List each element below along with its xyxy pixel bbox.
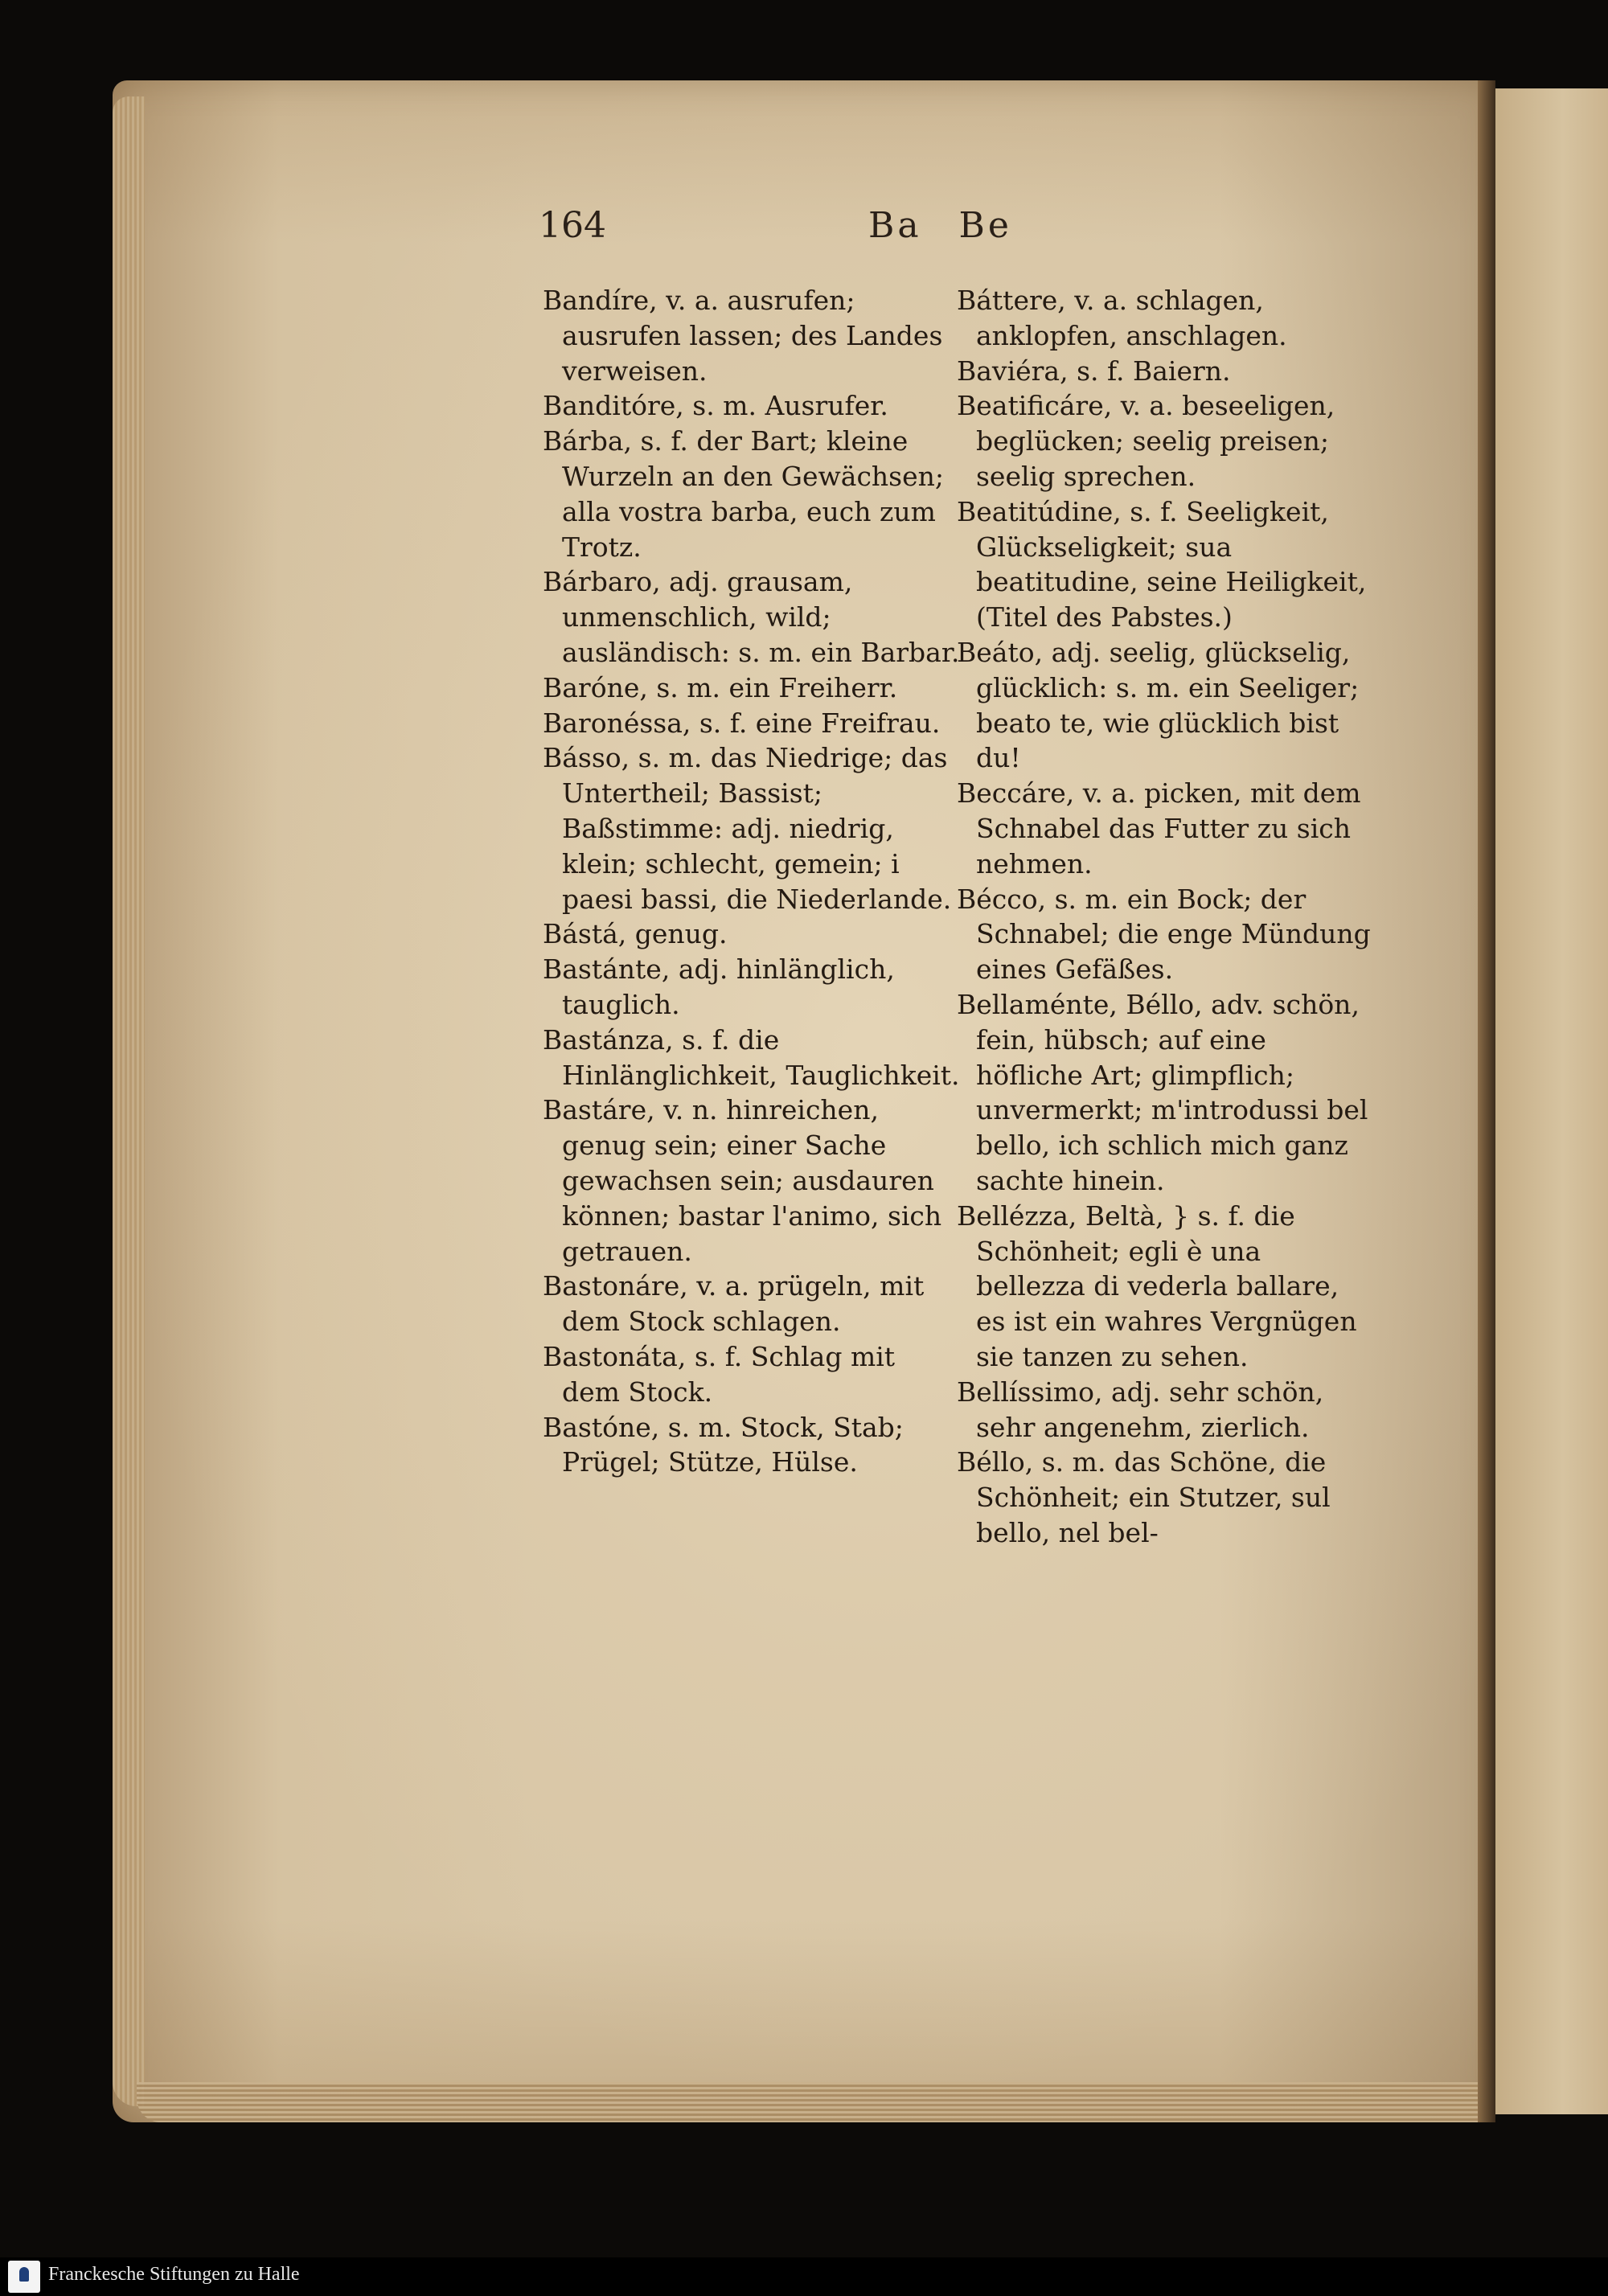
dictionary-entry: Bellíssimo, adj. sehr schön, sehr angenehm, zierlich. bbox=[957, 1376, 1324, 1443]
dictionary-entry: Básso, s. m. das Niedrige; das Untertheil; Bassist; Baßstimme: adj. niedrig, klein; schlecht, gemein; i paesi bassi, die Niederlande. bbox=[543, 742, 952, 915]
dictionary-entry: Baronéssa, s. f. eine Freifrau. bbox=[543, 707, 941, 739]
institution-credit: Franckesche Stiftungen zu Halle bbox=[48, 2264, 300, 2285]
dictionary-entry: Bárba, s. f. der Bart; kleine Wurzeln an den Gewächsen; alla vostra barba, euch zum Trotz. bbox=[543, 425, 945, 563]
dictionary-entry: Bellézza, Beltà, } s. f. die Schönheit; egli è una bellezza di vederla ballare, es ist ein wahres Vergnügen sie tanzen zu sehen. bbox=[957, 1199, 1357, 1372]
dictionary-entry: Bárbaro, adj. grausam, unmenschlich, wild; ausländisch: s. m. ein Barbar. bbox=[543, 566, 960, 668]
dictionary-entry: Bandíre, v. a. ausrufen; ausrufen lassen; des Landes verweisen. bbox=[543, 285, 943, 387]
dictionary-entry: Banditóre, s. m. Ausrufer. bbox=[543, 390, 888, 422]
dictionary-entry: Bellaménte, Béllo, adv. schön, fein, hübsch; auf eine höfliche Art; glimpflich; unvermerkt; m'introdussi bel bello, ich schlich mich ganz sachte hinein. bbox=[957, 988, 1368, 1196]
dictionary-entry: Bastánte, adj. hinlänglich, tauglich. bbox=[543, 953, 895, 1020]
dictionary-entry: Bastonáta, s. f. Schlag mit dem Stock. bbox=[543, 1340, 896, 1408]
dictionary-entry: Bastánza, s. f. die Hinlänglichkeit, Tauglichkeit. bbox=[543, 1023, 960, 1091]
next-page-edge bbox=[1495, 88, 1608, 2114]
dictionary-entry: Bastáre, v. n. hinreichen, genug sein; einer Sache gewachsen sein; ausdauren können; bastar l'animo, sich getrauen. bbox=[543, 1094, 942, 1267]
dictionary-entry: Beatitúdine, s. f. Seeligkeit, Glückseligkeit; sua beatitudine, seine Heiligkeit, (Titel des Pabstes.) bbox=[957, 495, 1367, 633]
dictionary-entry: Baróne, s. m. ein Freiherr. bbox=[543, 671, 898, 703]
institution-logo-icon bbox=[8, 2261, 40, 2293]
dictionary-entry: Béllo, s. m. das Schöne, die Schönheit; ein Stutzer, sul bello, nel bel- bbox=[957, 1446, 1331, 1548]
dictionary-entry: Bastóne, s. m. Stock, Stab; Prügel; Stütze, Hülse. bbox=[543, 1411, 904, 1478]
page-header bbox=[539, 205, 1375, 253]
dictionary-entry: Beccáre, v. a. picken, mit dem Schnabel das Futter zu sich nehmen. bbox=[957, 777, 1361, 879]
right-column bbox=[957, 283, 1375, 1551]
page-number: 164 bbox=[539, 205, 606, 246]
book-gutter bbox=[1478, 80, 1495, 2122]
dictionary-entry: Beáto, adj. seelig, glückselig, glücklich: s. m. ein Seeliger; beato te, wie glücklich bist du! bbox=[957, 636, 1360, 774]
page-stack-left bbox=[113, 96, 145, 2106]
dictionary-entry: Beatificáre, v. a. beseeligen, beglücken; seelig preisen; seelig sprechen. bbox=[957, 390, 1335, 492]
dictionary-entry: Bécco, s. m. ein Bock; der Schnabel; die enge Mündung eines Gefäßes. bbox=[957, 883, 1371, 986]
dictionary-entry: Bastonáre, v. a. prügeln, mit dem Stock schlagen. bbox=[543, 1270, 925, 1338]
page-stack-bottom bbox=[137, 2082, 1487, 2122]
dictionary-entry: Báttere, v. a. schlagen, anklopfen, anschlagen. bbox=[957, 285, 1287, 351]
running-head: Ba Be bbox=[868, 205, 1012, 246]
left-column bbox=[543, 283, 961, 1480]
dictionary-entry: Baviéra, s. f. Baiern. bbox=[957, 355, 1231, 387]
dictionary-entry: Bástá, genug. bbox=[543, 918, 728, 950]
